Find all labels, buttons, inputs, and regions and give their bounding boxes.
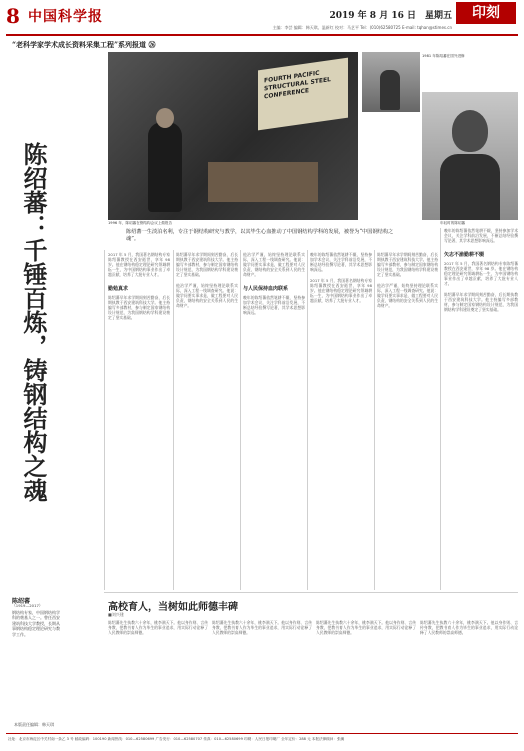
article2-column-1: 陈绍蕃先生执教六十余年，桃李满天下。他以身作则、言传身教，把教书育人作为毕生的事业追求，用实际行动诠释了人民教师的崇高师德。: [108, 620, 208, 635]
headline-block: [14, 142, 48, 592]
pull-quote: 陈绍蕃一生淡泊名利，专注于钢结构研究与教学，以其毕生心血推动了中国钢结构学科的发展，被誉为“中国钢结构之魂”。: [126, 229, 394, 242]
article-separator: [104, 592, 518, 593]
body-paragraph: 陈绍蕃早年求学期间刻苦勤奋，后长期执教于西安建筑科技大学。他主持编写多部教材，参与制定国家钢结构设计规范，为我国钢结构学科建设奠定了坚实基础。: [444, 292, 518, 312]
column-rule: [307, 250, 308, 590]
masthead-rule: [6, 34, 518, 36]
column-rule: [104, 250, 105, 590]
article2-headline: 高校育人，当树如此师德丰碑: [108, 602, 238, 613]
body-paragraph: 2017 年 5 月，我国著名钢结构专家陈绍蕃教授在西安逝世，享年 98 岁。他在钢结构稳定理论研究领域耕耘一生，为中国钢结构事业作出了卓越贡献，培养了大批专业人才。: [310, 278, 372, 303]
body-paragraph: 2017 年 5 月，我国著名钢结构专家陈绍蕃教授在西安逝世，享年 98 岁。他在钢结构稳定理论研究领域耕耘一生，为中国钢结构事业作出了卓越贡献，培养了大批专业人才。: [444, 261, 518, 286]
body-column-1: [108, 252, 170, 587]
body-column-4: [310, 252, 372, 587]
body-paragraph: 晚年的陈绍蕃依然笔耕不辍，坚持参加学术会议，关注学科前沿发展，不断总结经验撰写论著，其学术思想影响深远。: [444, 228, 518, 243]
section-heading: 矢志不渝勤耕不辍: [444, 252, 485, 258]
newspaper-logo: 中国科学报: [28, 9, 103, 25]
bio-years: （1919—2017）: [12, 603, 43, 608]
footer-rule: [6, 733, 518, 734]
body-paragraph: 晚年的陈绍蕃依然笔耕不辍，坚持参加学术会议，关注学科前沿发展，不断总结经验撰写论著，其学术思想影响深远。: [243, 295, 305, 315]
bio-text: 钢结构专家，中国钢结构学科的奠基人之一。曾任西安建筑科技大学教授，长期从事钢结构稳定理论研究与教学工作。: [12, 610, 60, 637]
body-paragraph: 他治学严谨，始终坚持理论联系实际，深入工程一线调查研究。他说：做学问要实事求是，做工程要对人民负责，钢结构的安全关系到人民的生命财产。: [176, 283, 238, 308]
footer-text: 社址：北京市海淀区中关村南一条乙 3 号 邮政编码：100190 新闻热线：010—62580699 广告发行：010—62580707 传真：010—62580699 印刷：人民日报印刷厂 全年定价：288 元 本报法律顾问：张澜: [8, 737, 345, 741]
abroad-figure: [380, 70, 400, 110]
lectern: [208, 162, 318, 202]
body-column-6: [444, 52, 518, 587]
abroad-caption: 1981 年陈绍蕃在国外进修: [422, 54, 465, 58]
body-paragraph: 陈绍蕃早年求学期间刻苦勤奋，后长期执教于西安建筑科技大学。他主持编写多部教材，参与制定国家钢结构设计规范，为我国钢结构学科建设奠定了坚实基础。: [176, 252, 238, 277]
article2-column-2: 陈绍蕃先生执教六十余年，桃李满天下。他以身作则、言传身教，把教书育人作为毕生的事业追求，用实际行动诠释了人民教师的崇高师德。: [212, 620, 312, 635]
body-paragraph: 他治学严谨，始终坚持理论联系实际，深入工程一线调查研究。他说：做学问要实事求是，做工程要对人民负责，钢结构的安全关系到人民的生命财产。: [243, 252, 305, 277]
article2-column-4: 陈绍蕃先生执教六十余年，桃李满天下。他以身作则、言传身教，把教书育人作为毕生的事业追求，用实际行动诠释了人民教师的崇高师德。: [420, 620, 518, 635]
editorial-credits: 主编：李芸 编辑：韩天琪、温新红 校对：马艺平 Tel：(010)62580725 E-mail: tqhan@stimes.cn: [272, 25, 452, 30]
body-paragraph: 晚年的陈绍蕃依然笔耕不辍，坚持参加学术会议，关注学科前沿发展，不断总结经验撰写论著，其学术思想影响深远。: [310, 252, 372, 272]
bio-name: 陈绍蕃: [12, 598, 31, 605]
portrait-caption: 年轻时的陈绍蕃: [440, 221, 466, 225]
conference-photo: [108, 52, 358, 220]
speaker-figure: [148, 122, 182, 212]
article2-column-3: 陈绍蕃先生执教六十余年，桃李满天下。他以身作则、言传身教，把教书育人作为毕生的事业追求，用实际行动诠释了人民教师的崇高师德。: [316, 620, 416, 635]
abroad-photo: [362, 52, 420, 112]
series-label: “老科学家学术成长资料采集工程”系列报道 ㉖: [12, 40, 156, 49]
body-paragraph: 他治学严谨，始终坚持理论联系实际，深入工程一线调查研究。他说：做学问要实事求是，做工程要对人民负责，钢结构的安全关系到人民的生命财产。: [377, 283, 438, 308]
conference-banner: [258, 58, 348, 131]
speaker-head: [156, 108, 174, 128]
section-title: 印刻: [456, 2, 516, 24]
body-paragraph: 陈绍蕃早年求学期间刻苦勤奋，后长期执教于西安建筑科技大学。他主持编写多部教材，参与制定国家钢结构设计规范，为我国钢结构学科建设奠定了坚实基础。: [108, 295, 170, 320]
banner-text: FOURTH PACIFIC STRUCTURAL STEEL CONFERENCE: [264, 69, 331, 101]
conference-caption: 1996 年，陈绍蕃在钢结构会议上做报告: [108, 221, 173, 225]
column-rule: [374, 250, 375, 590]
column-rule: [440, 228, 441, 590]
page-number: 8: [6, 4, 20, 28]
article2-byline: ■刘兴建: [108, 612, 124, 617]
issue-date: 2019 年 8 月 16 日 星期五: [329, 11, 452, 21]
column-rule: [240, 250, 241, 590]
section-heading: 与人民保持血肉联系: [243, 286, 289, 292]
body-column-3: [243, 252, 305, 587]
column-rule: [173, 250, 174, 590]
body-paragraph: 陈绍蕃早年求学期间刻苦勤奋，后长期执教于西安建筑科技大学。他主持编写多部教材，参与制定国家钢结构设计规范，为我国钢结构学科建设奠定了坚实基础。: [377, 252, 438, 277]
headline: 陈绍蕃：千锤百炼，铸钢结构之魂: [19, 142, 48, 502]
section-heading: 勤勉真求: [108, 286, 129, 292]
body-column-2: [176, 252, 238, 587]
body-column-5: [377, 252, 438, 587]
body-paragraph: 2017 年 5 月，我国著名钢结构专家陈绍蕃教授在西安逝世，享年 98 岁。他在钢结构稳定理论研究领域耕耘一生，为中国钢结构事业作出了卓越贡献，培养了大批专业人才。: [108, 252, 170, 277]
editor-note: 本版责任编辑：韩天琪: [14, 722, 54, 727]
